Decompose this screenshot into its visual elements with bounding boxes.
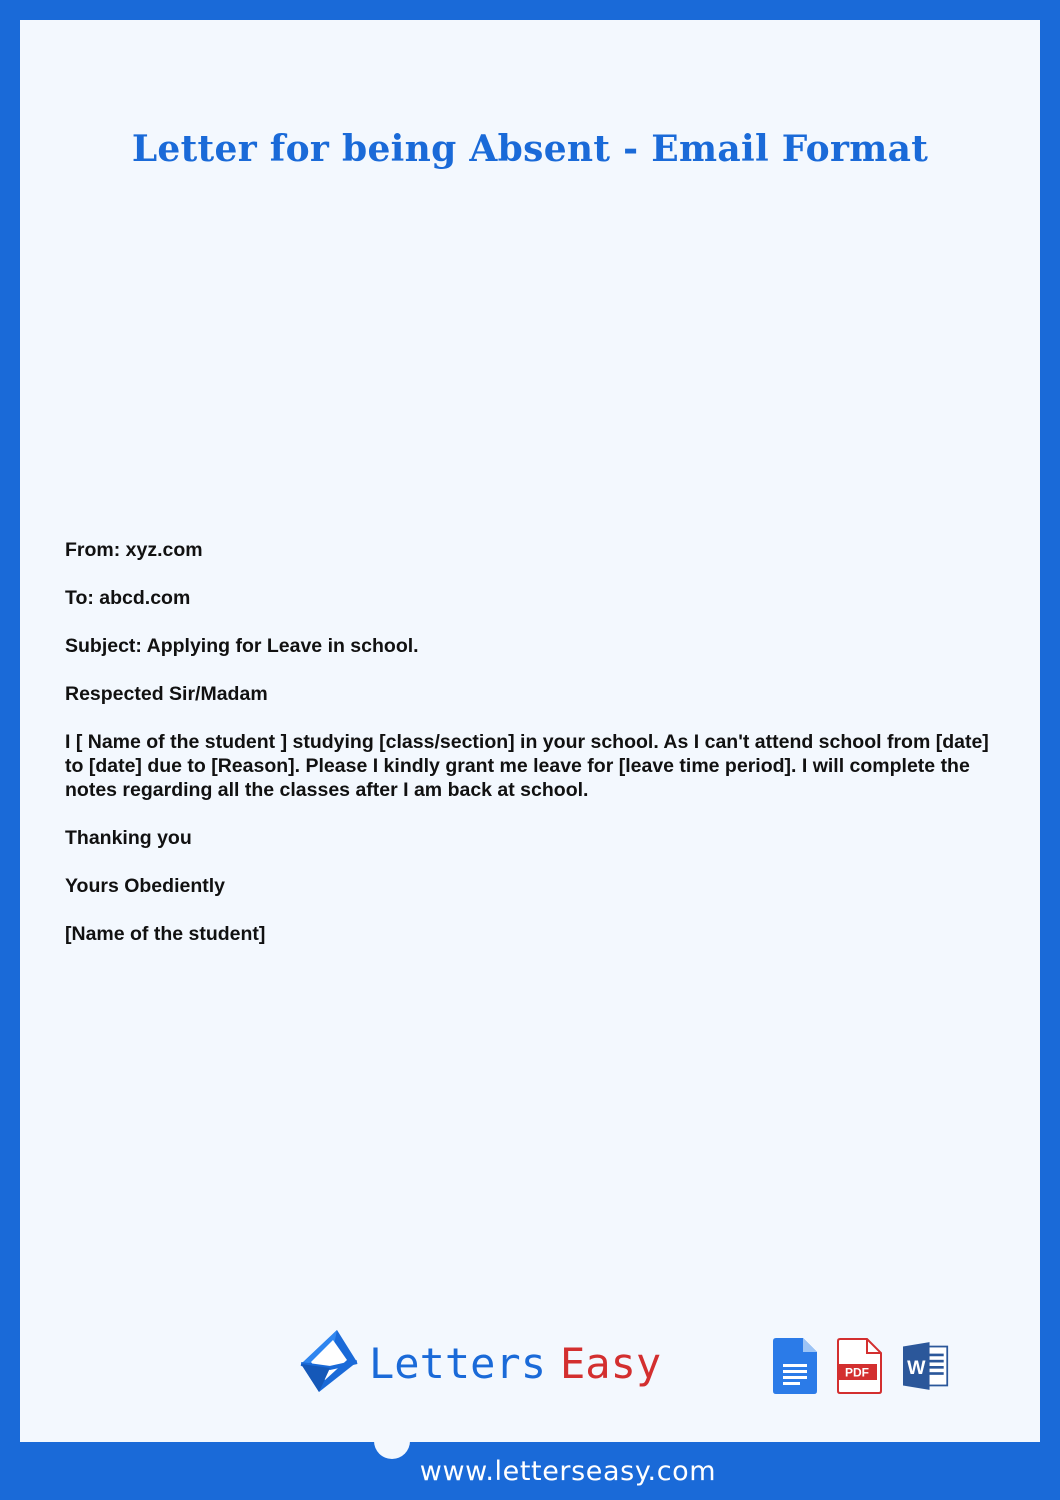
brand-word-letters: Letters <box>369 1339 547 1388</box>
body-line: will complete the notes regarding all the classes after I am back at school. <box>65 755 970 801</box>
from-line: From: xyz.com <box>65 539 203 561</box>
subject-line: Subject: Applying for Leave in school. <box>65 635 419 657</box>
closing: Thanking you <box>65 827 192 849</box>
format-icons <box>773 1338 963 1394</box>
page-title: Letter for being Absent - Email Format <box>131 128 929 170</box>
website-link[interactable]: www.letterseasy.com <box>419 1455 717 1487</box>
brand-logo[interactable] <box>297 1328 717 1398</box>
to-line: To: abcd.com <box>65 587 191 609</box>
sign-off: Yours Obediently <box>65 875 225 897</box>
letter-body <box>65 538 1000 970</box>
body-paragraph <box>65 730 1000 802</box>
google-docs-icon[interactable] <box>773 1338 819 1394</box>
footer-bar <box>0 1442 1060 1500</box>
pdf-icon[interactable] <box>837 1338 883 1394</box>
word-label: W <box>907 1356 926 1379</box>
body-line: from [date] to [date] due to [Reason]. Please I kindly grant me leave for [leave time period]. I <box>65 731 989 777</box>
envelope-logo-icon <box>297 1328 359 1394</box>
brand-word-easy: Easy <box>560 1339 662 1388</box>
brand-wordmark <box>369 1340 661 1388</box>
salutation: Respected Sir/Madam <box>65 683 268 705</box>
word-icon[interactable] <box>903 1338 949 1394</box>
pdf-label: PDF <box>845 1365 869 1380</box>
body-line: I [ Name of the student ] studying [class/section] in your school. As I can't attend school <box>65 731 882 753</box>
signature: [Name of the student] <box>65 923 266 945</box>
letter-sheet <box>20 20 1040 1442</box>
